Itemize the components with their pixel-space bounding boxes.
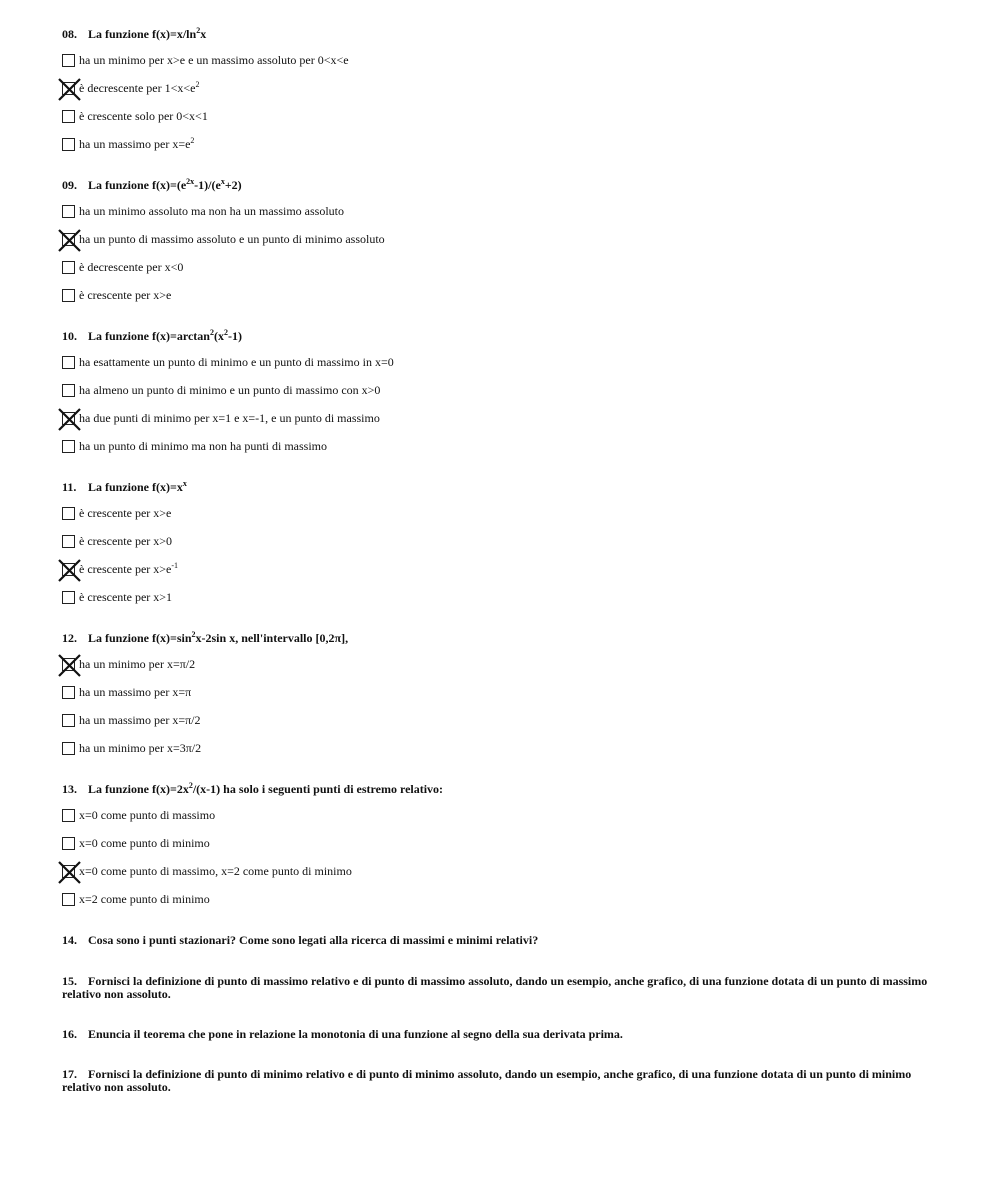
answer-checkbox[interactable]: [62, 591, 75, 604]
open-question-16: [62, 1028, 942, 1041]
answer-option[interactable]: [62, 205, 942, 233]
question-12: [62, 632, 942, 770]
question-number: 17.: [62, 1067, 77, 1081]
question-09: [62, 179, 942, 317]
answer-option[interactable]: [62, 54, 942, 82]
question-number: 09.: [62, 178, 77, 192]
answer-checkbox[interactable]: [62, 742, 75, 755]
open-question-15: [62, 975, 942, 1001]
answer-options: [62, 658, 942, 770]
open-question-17: [62, 1068, 942, 1094]
answer-option[interactable]: [62, 563, 942, 591]
answer-checkbox[interactable]: [62, 507, 75, 520]
question-number: 15.: [62, 974, 77, 988]
answer-checkbox[interactable]: [62, 440, 75, 453]
answer-option[interactable]: [62, 865, 942, 893]
answer-text: ha un punto di massimo assoluto e un punto di minimo assoluto: [79, 232, 385, 246]
answer-option[interactable]: [62, 809, 942, 837]
question-text: Enuncia il teorema che pone in relazione la monotonia di una funzione al segno della sua derivata prima.: [88, 1027, 623, 1041]
answer-text: x=2 come punto di minimo: [79, 892, 210, 906]
question-08: [62, 28, 942, 166]
answer-checkbox[interactable]: [62, 261, 75, 274]
answer-option[interactable]: [62, 535, 942, 563]
question-10: [62, 330, 942, 468]
answer-option[interactable]: [62, 686, 942, 714]
answer-option[interactable]: [62, 384, 942, 412]
answer-options: [62, 356, 942, 468]
check-x-icon: [57, 407, 82, 432]
answer-text: ha un minimo assoluto ma non ha un massimo assoluto: [79, 204, 344, 218]
answer-text: ha un minimo per x=3π/2: [79, 741, 202, 755]
question-title: 13. La funzione $f(x)=2x^2/(x-1)$ ha solo i seguenti punti di estremo relativo:: [62, 781, 444, 796]
check-x-icon: [57, 77, 82, 102]
answer-text: ha un minimo per x>e e un massimo assoluto per 0<x<e: [79, 53, 349, 67]
answer-checkbox[interactable]: [62, 205, 75, 218]
answer-text: ha esattamente un punto di minimo e un punto di massimo in x=0: [79, 355, 394, 369]
check-x-icon: [57, 558, 82, 583]
question-number: 08.: [62, 27, 77, 41]
question-number: 11.: [62, 480, 77, 494]
answer-checkbox[interactable]: [62, 865, 75, 878]
question-13: [62, 783, 942, 921]
answer-text: ha un massimo per x=π: [79, 685, 192, 699]
answer-option[interactable]: [62, 261, 942, 289]
open-question-14: [62, 934, 942, 947]
answer-text: è decrescente per $1<x<e^2$: [79, 80, 200, 95]
question-title: 08. La funzione $f(x)=x/\ln^2x$: [62, 26, 207, 41]
answer-text: x=0 come punto di minimo: [79, 836, 210, 850]
answer-text: ha almeno un punto di minimo e un punto di massimo con x>0: [79, 383, 381, 397]
answer-option[interactable]: [62, 138, 942, 166]
answer-option[interactable]: [62, 893, 942, 921]
answer-checkbox[interactable]: [62, 563, 75, 576]
answer-option[interactable]: [62, 658, 942, 686]
check-x-icon: [57, 860, 82, 885]
answer-option[interactable]: [62, 82, 942, 110]
answer-option[interactable]: [62, 412, 942, 440]
answer-checkbox[interactable]: [62, 356, 75, 369]
question-text: Fornisci la definizione di punto di massimo relativo e di punto di massimo assoluto, dando un esempio, anche grafico, di una funzione dotata di un punto di massimo relativo non assoluto.: [62, 974, 928, 1001]
question-number: 16.: [62, 1027, 77, 1041]
answer-option[interactable]: [62, 742, 942, 770]
answer-option[interactable]: [62, 356, 942, 384]
answer-options: [62, 809, 942, 921]
answer-text: è crescente per x>1: [79, 590, 173, 604]
question-number: 12.: [62, 631, 77, 645]
question-number: 10.: [62, 329, 77, 343]
question-title: 11. La funzione $f(x)=x^x$: [62, 479, 187, 494]
answer-option[interactable]: [62, 837, 942, 865]
question-title: 09. La funzione $f(x)=(e^{2x}-1)/(e^x+2)$: [62, 177, 242, 192]
answer-checkbox[interactable]: [62, 289, 75, 302]
answer-option[interactable]: [62, 714, 942, 742]
answer-option[interactable]: [62, 233, 942, 261]
answer-text: x=0 come punto di massimo, x=2 come punto di minimo: [79, 864, 352, 878]
answer-checkbox[interactable]: [62, 686, 75, 699]
answer-option[interactable]: [62, 110, 942, 138]
answer-checkbox[interactable]: [62, 658, 75, 671]
answer-checkbox[interactable]: [62, 82, 75, 95]
answer-text: è crescente solo per 0<x<1: [79, 109, 208, 123]
answer-checkbox[interactable]: [62, 54, 75, 67]
question-title: 12. La funzione $f(x)=\sin^2x-2\sin$ x, nell'intervallo [0,2π],: [62, 630, 349, 645]
answer-text: x=0 come punto di massimo: [79, 808, 216, 822]
question-title: 10. La funzione $f(x)=\arctan^2(x^2-1)$: [62, 328, 242, 343]
answer-option[interactable]: [62, 507, 942, 535]
answer-text: è crescente per x>0: [79, 534, 173, 548]
answer-checkbox[interactable]: [62, 809, 75, 822]
question-text: Cosa sono i punti stazionari? Come sono legati alla ricerca di massimi e minimi relativi?: [88, 933, 539, 947]
answer-checkbox[interactable]: [62, 714, 75, 727]
answer-text: è crescente per x>e: [79, 288, 172, 302]
answer-checkbox[interactable]: [62, 535, 75, 548]
answer-option[interactable]: [62, 289, 942, 317]
answer-options: [62, 507, 942, 619]
answer-option[interactable]: [62, 591, 942, 619]
question-number: 14.: [62, 933, 77, 947]
answer-text: ha due punti di minimo per x=1 e x=-1, e un punto di massimo: [79, 411, 380, 425]
answer-checkbox[interactable]: [62, 837, 75, 850]
answer-text: è decrescente per x<0: [79, 260, 184, 274]
question-text: Fornisci la definizione di punto di minimo relativo e di punto di minimo assoluto, dando un esempio, anche grafico, di una funzione dotata di un punto di minimo relativo non assoluto.: [62, 1067, 912, 1094]
question-11: [62, 481, 942, 619]
check-x-icon: [57, 228, 82, 253]
answer-checkbox[interactable]: [62, 110, 75, 123]
answer-checkbox[interactable]: [62, 412, 75, 425]
answer-checkbox[interactable]: [62, 233, 75, 246]
check-x-icon: [57, 653, 82, 678]
answer-text: ha un minimo per x=π/2: [79, 657, 196, 671]
answer-text: ha un massimo per $x=e^2$: [79, 136, 195, 151]
answer-text: è crescente per x>e: [79, 506, 172, 520]
answer-checkbox[interactable]: [62, 893, 75, 906]
answer-text: ha un punto di minimo ma non ha punti di massimo: [79, 439, 327, 453]
answer-options: [62, 54, 942, 166]
answer-option[interactable]: [62, 440, 942, 468]
question-number: 13.: [62, 782, 77, 796]
answer-checkbox[interactable]: [62, 138, 75, 151]
answer-checkbox[interactable]: [62, 384, 75, 397]
answer-options: [62, 205, 942, 317]
answer-text: è crescente per $x>e^{-1}$: [79, 561, 179, 576]
answer-text: ha un massimo per x=π/2: [79, 713, 201, 727]
